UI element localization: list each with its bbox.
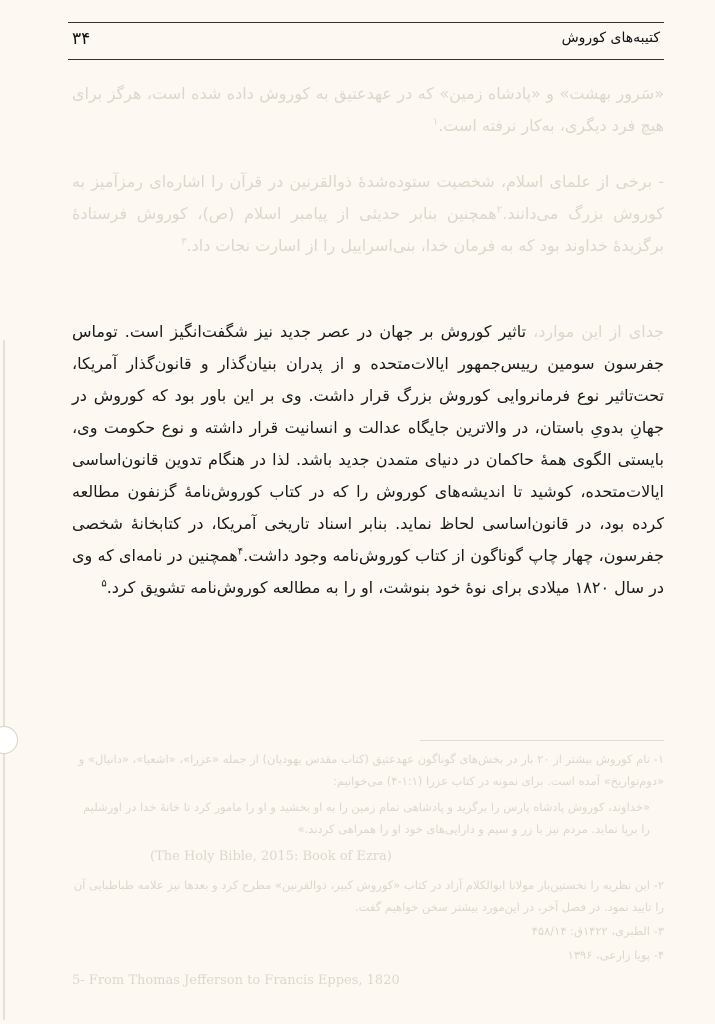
footnote-ref[interactable]: ۴ — [237, 546, 244, 558]
footnote-ref[interactable]: ۳ — [181, 236, 187, 248]
paragraph-text: - برخی از علمای اسلام، شخصیت ستوده‌شدهٔ ذوالقرنین در قرآن را اشاره‌ای رمزآمیز به کوروش بزرگ می‌دانند. — [72, 172, 664, 223]
footnote-5: 5- From Thomas Jefferson to Francis Eppes, 1820 — [72, 973, 400, 988]
footnote-ref[interactable]: ۲ — [496, 204, 503, 216]
paragraph-text: «سَرور بهشت» و «پادشاه زمین» که در عهدعتیق به کوروش داده شده است، هرگز برای هیچ فرد دیگری، به‌کار نرفته است. — [72, 84, 664, 135]
running-header — [68, 22, 664, 60]
footnote-1-quote: «خداوند، کوروش پادشاه پارس را برگزید و پادشاهی تمام زمین را به او بخشید و او را مامور کرد تا خانهٔ خدا در اورشلیم را برپا نماید. مردم نیز با زر و سیم و دارایی‌های خود او را همراهی کردند.» — [83, 800, 650, 836]
paragraph-main — [72, 316, 664, 604]
page-scroll-handle[interactable] — [0, 726, 18, 754]
paragraph-faded-2 — [72, 166, 664, 262]
page-number: ۳۴ — [72, 29, 91, 49]
paragraph-text: همچنین در نامه‌ای که وی در سال ۱۸۲۰ میلادی برای نوهٔ خود بنوشت، او را به مطالعه کوروش‌نامه تشویق کرد. — [72, 546, 664, 597]
book-title: کتیبه‌های کوروش — [561, 30, 660, 46]
footnote-3: ۳- الطبری، ۱۴۲۲ق: ۴۵۸/۱۴ — [531, 924, 664, 938]
page-scroll-track[interactable] — [3, 340, 5, 1020]
footnote-divider — [420, 740, 664, 741]
footnote-1-source: (The Holy Bible, 2015: Book of Ezra) — [150, 849, 392, 864]
footnote-1: ۱- نام کوروش بیشتر از ۲۰ بار در بخش‌های گوناگون عهدعتیق (کتاب مقدس یهودیان) از جمله «عزرا»، «اشعیا»، «دانیال» و «دوم‌تواریخ» آمده است. برای نمونه در کتاب عزرا (۱:۱-۴) می‌خوانیم: — [78, 752, 664, 788]
paragraph-lead: جدای از این موارد، — [533, 322, 665, 341]
paragraph-text: همچنین بنابر حدیثی از پیامبر اسلام (ص)، کوروش فرستادهٔ برگزیدهٔ خداوند بود که به فرمان خدا، بنی‌اسراییل را از اسارت نجات داد. — [72, 204, 664, 255]
footnote-2: ۲- این نظریه را نخستین‌بار مولانا ابوالکلام آزاد در کتاب «کوروش کبیر، ذوالقرنین» مطرح کرد و بعدها نیز علامه طباطبایی آن را تایید نمود. در فصل آخر، در این‌مورد بیشتر سخن خواهیم گفت. — [73, 878, 664, 914]
paragraph-text: تاثیر کوروش بر جهان در عصر جدید نیز شگفت‌انگیز است. توماس جفرسون سومین رییس‌جمهور ایالات‌متحده و از پدران بنیان‌گذار و قانون‌گذار آمریکا، تحت‌تاثیر نوع فرمانروایی کوروش بزرگ قرار داشت. وی بر این باور بود که کوروش در جهانِ بدویِ باستان، در والاترین جایگاه عدالت و انسانیت قرار داشته و نوع حکومت وی، بایستی الگوی همهٔ حاکمان در دنیای متمدن جدید باشد. لذا در هنگام تدوین قانون‌اساسی ایالات‌متحده، کوشید تا اندیشه‌های کوروش را که در کتاب کوروش‌نامهٔ گزنفون مطالعه کرده بود، در قانون‌اساسی لحاظ نماید. بنابر اسناد تاریخی آمریکا، در کتابخانهٔ شخصی جفرسون، چهار چاپ گوناگون از کتاب کوروش‌نامه وجود داشت. — [72, 322, 664, 565]
footnote-ref[interactable]: ۱ — [432, 116, 439, 128]
footnote-4: ۴- پویا زارعی، ۱۳۹۶ — [567, 948, 664, 962]
footnote-ref[interactable]: ۵ — [101, 578, 107, 590]
paragraph-faded-1 — [72, 78, 664, 142]
